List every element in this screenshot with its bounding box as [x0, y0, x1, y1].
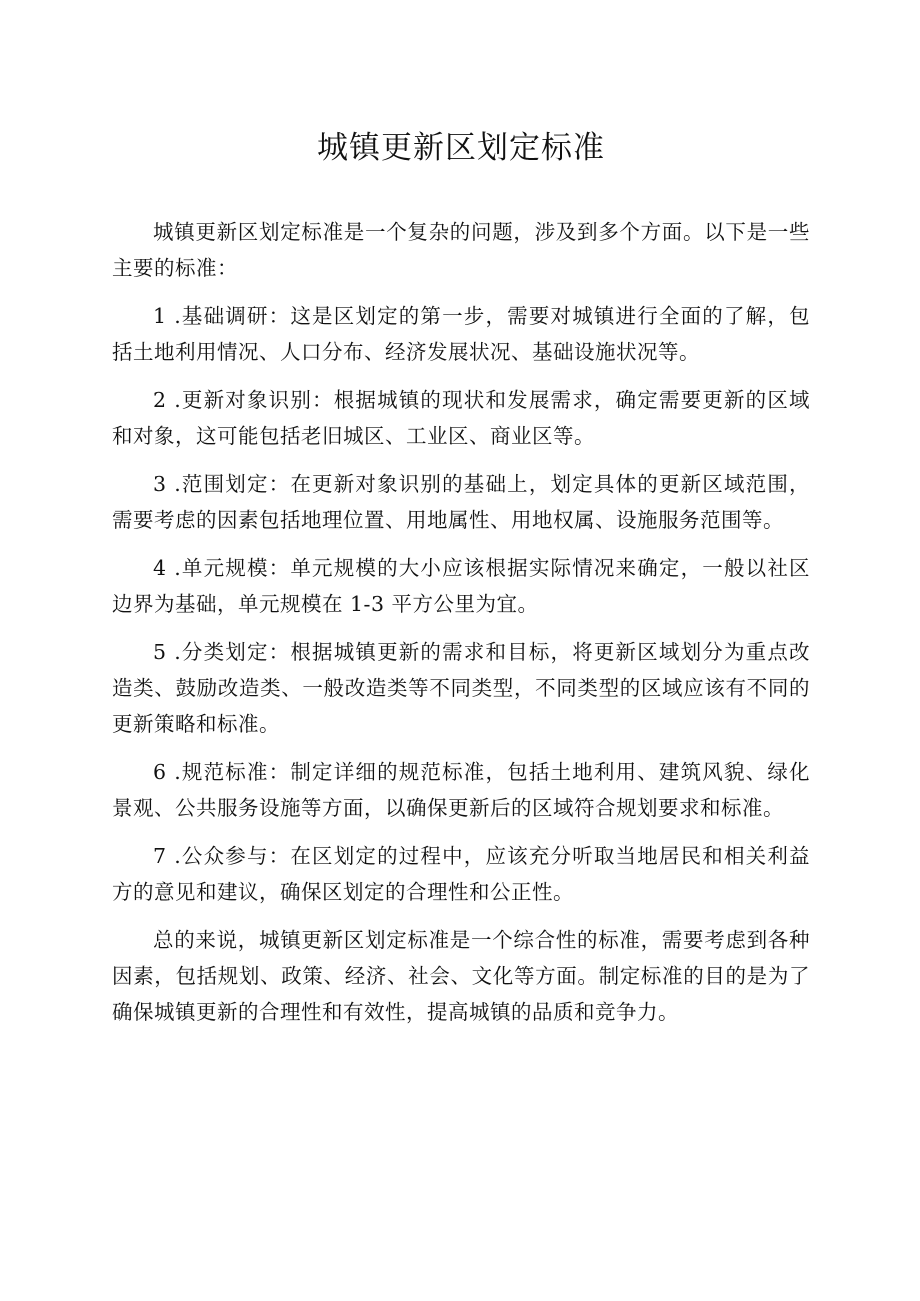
list-item-7: 7 .公众参与：在区划定的过程中，应该充分听取当地居民和相关利益方的意见和建议，确保区划定的合理性和公正性。	[112, 844, 810, 904]
list-item-4: 4 .单元规模：单元规模的大小应该根据实际情况来确定，一般以社区边界为基础，单元规模在 1-3 平方公里为宜。	[112, 556, 810, 616]
conclusion-paragraph: 总的来说，城镇更新区划定标准是一个综合性的标准，需要考虑到各种因素，包括规划、政策、经济、社会、文化等方面。制定标准的目的是为了确保城镇更新的合理性和有效性，提高城镇的品质和竞争力。	[112, 928, 810, 1024]
list-item-5: 5 .分类划定：根据城镇更新的需求和目标，将更新区域划分为重点改造类、鼓励改造类、一般改造类等不同类型，不同类型的区域应该有不同的更新策略和标准。	[112, 640, 810, 736]
list-item-2: 2 .更新对象识别：根据城镇的现状和发展需求，确定需要更新的区域和对象，这可能包括老旧城区、工业区、商业区等。	[112, 388, 810, 448]
document-title: 城镇更新区划定标准	[317, 130, 605, 166]
list-item-6: 6 .规范标准：制定详细的规范标准，包括土地利用、建筑风貌、绿化景观、公共服务设施等方面，以确保更新后的区域符合规划要求和标准。	[112, 760, 810, 820]
intro-paragraph: 城镇更新区划定标准是一个复杂的问题，涉及到多个方面。以下是一些主要的标准：	[112, 220, 810, 280]
list-item-1: 1 .基础调研：这是区划定的第一步，需要对城镇进行全面的了解，包括土地利用情况、人口分布、经济发展状况、基础设施状况等。	[112, 304, 810, 364]
list-item-3: 3 .范围划定：在更新对象识别的基础上，划定具体的更新区域范围，需要考虑的因素包括地理位置、用地属性、用地权属、设施服务范围等。	[112, 472, 810, 532]
document-body	[112, 214, 810, 1030]
